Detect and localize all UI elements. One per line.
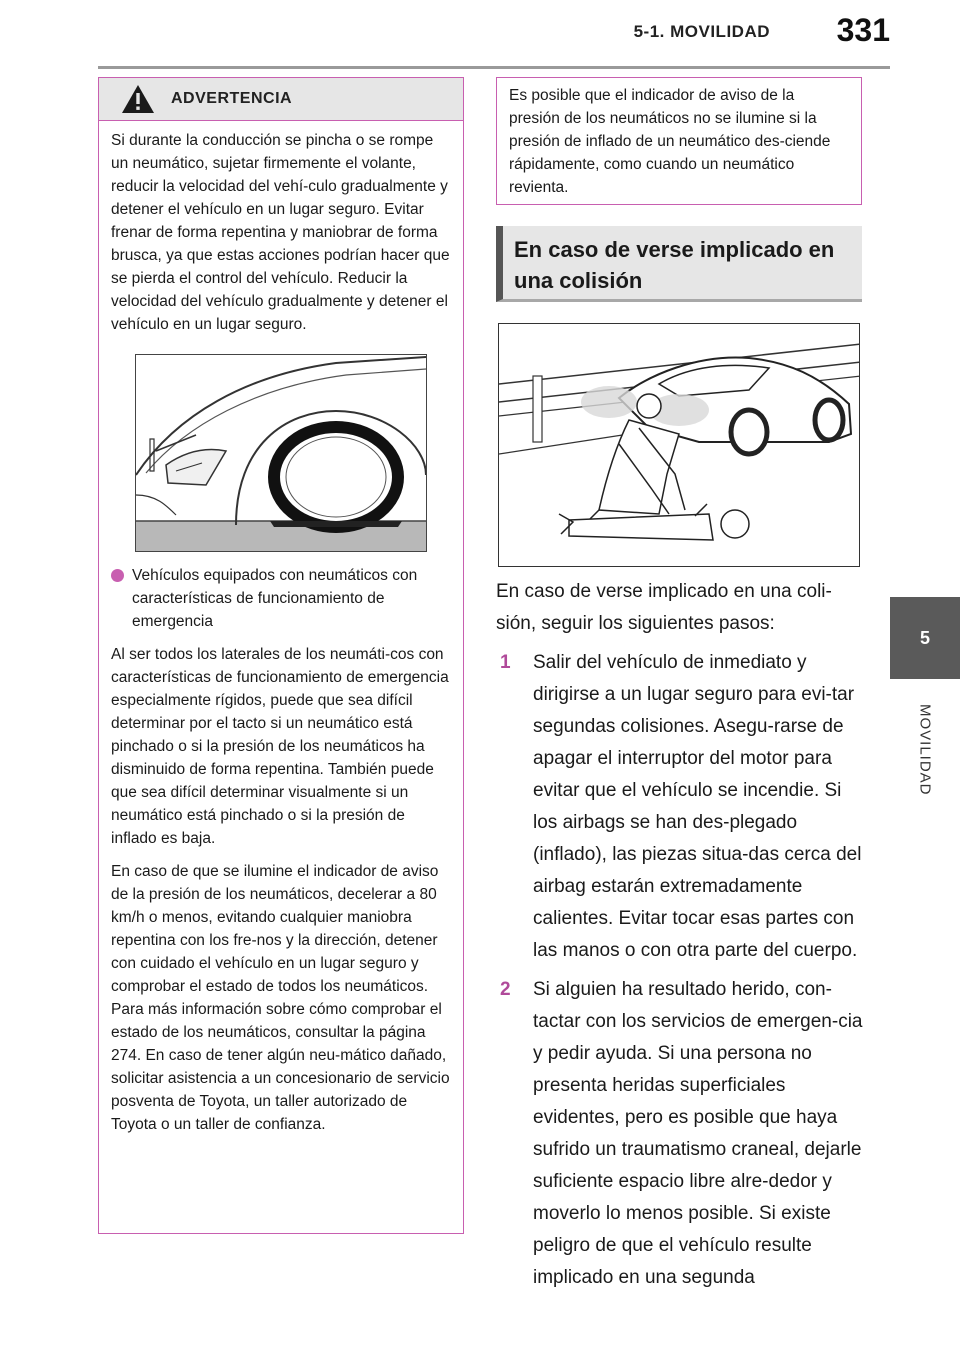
flat-tire-illustration bbox=[135, 354, 427, 552]
warning-paragraph: En caso de que se ilumine el indicador de aviso de la presión de los neumáticos, decelerar a 80 km/h o menos, evitando cualquier maniobra repentina con los fre-nos y la dirección, detener con cuidado el vehículo en un lugar seguro y comprobar el estado de todos los neumáticos. Para más información sobre cómo comprobar el estado de los neumáticos, consultar la página 274. En caso de tener algún neu-mático dañado, solicitar asistencia a un concesionario de servicio posventa de Toyota, un taller autorizado de Toyota o un taller de confianza. bbox=[111, 863, 450, 1133]
step-item bbox=[496, 974, 866, 1294]
chapter-tab bbox=[890, 597, 960, 679]
note-box bbox=[496, 77, 862, 205]
warning-header bbox=[99, 78, 463, 121]
step-number: 1 bbox=[500, 652, 511, 673]
header-divider bbox=[98, 66, 890, 69]
step-number: 2 bbox=[500, 979, 511, 1000]
collision-instructions bbox=[496, 576, 866, 1301]
section-heading: En caso de verse implicado en una colisión bbox=[496, 226, 862, 302]
step-item bbox=[496, 647, 866, 967]
bullet-dot-icon bbox=[111, 569, 124, 582]
step-text: Salir del vehículo de inmediato y dirigirse a un lugar seguro para evi-tar segundas colisiones. Asegu-rarse de apagar el interruptor del motor para evitar que el vehículo se incendie. Si los airbags se han des-plegado (inflado), las piezas situa-das cerca del airbag estarán extremadamente calientes. Evitar tocar esas partes con las manos o con otra parte del cuerpo. bbox=[533, 652, 862, 961]
warning-body bbox=[99, 121, 463, 1136]
section-title: 5-1. MOVILIDAD bbox=[633, 22, 770, 41]
bullet-text: Vehículos equipados con neumáticos con características de funcionamiento de emergencia bbox=[132, 567, 418, 630]
note-text: Es posible que el indicador de aviso de la presión de los neumáticos no se ilumine si la presión de inflado de un neumático des-ciende rápidamente, como cuando un neumático revienta. bbox=[509, 87, 831, 196]
chapter-label bbox=[908, 690, 942, 810]
warning-title: ADVERTENCIA bbox=[171, 90, 293, 107]
warning-paragraph: Si durante la conducción se pincha o se rompe un neumático, sujetar firmemente el volante, reducir la velocidad del vehí-culo gradualmente y detener el vehículo en un lugar seguro. Evitar frenar de forma repentina y maniobrar de forma brusca, ya que estas acciones podrían hacer que se pierda el control del vehículo. Reducir la velocidad del vehículo gradualmente y detener el vehículo en un lugar seguro. bbox=[111, 132, 450, 333]
collision-illustration bbox=[498, 323, 860, 567]
chapter-number: 5 bbox=[919, 627, 930, 648]
warning-box bbox=[98, 77, 464, 1234]
bullet-item bbox=[111, 564, 451, 633]
intro-paragraph: En caso de verse implicado en una coli-sión, seguir los siguientes pasos: bbox=[496, 581, 832, 634]
page-number: 331 bbox=[836, 12, 890, 48]
chapter-label-text: MOVILIDAD bbox=[916, 704, 934, 796]
warning-paragraph: Al ser todos los laterales de los neumáti-cos con características de funcionamiento de emergencia especialmente rígidos, puede que sea difícil determinar por el tacto si un neumático está pinchado o si la presión de los neumáticos ha disminuido de forma repentina. También puede que sea difícil determinar visualmente si un neumático está pinchado o si la presión de inflado es baja. bbox=[111, 646, 449, 847]
warning-triangle-icon bbox=[121, 84, 155, 114]
step-text: Si alguien ha resultado herido, con-tactar con los servicios de emergen-cia y pedir ayuda. Si una persona no presenta heridas superficiales evidentes, pero es posible que haya sufrido un traumatismo craneal, dejarle suficiente espacio libre alre-dedor y moverlo lo menos posible. Si existe peligro de que el vehículo resulte implicado en una segunda bbox=[533, 979, 863, 1288]
